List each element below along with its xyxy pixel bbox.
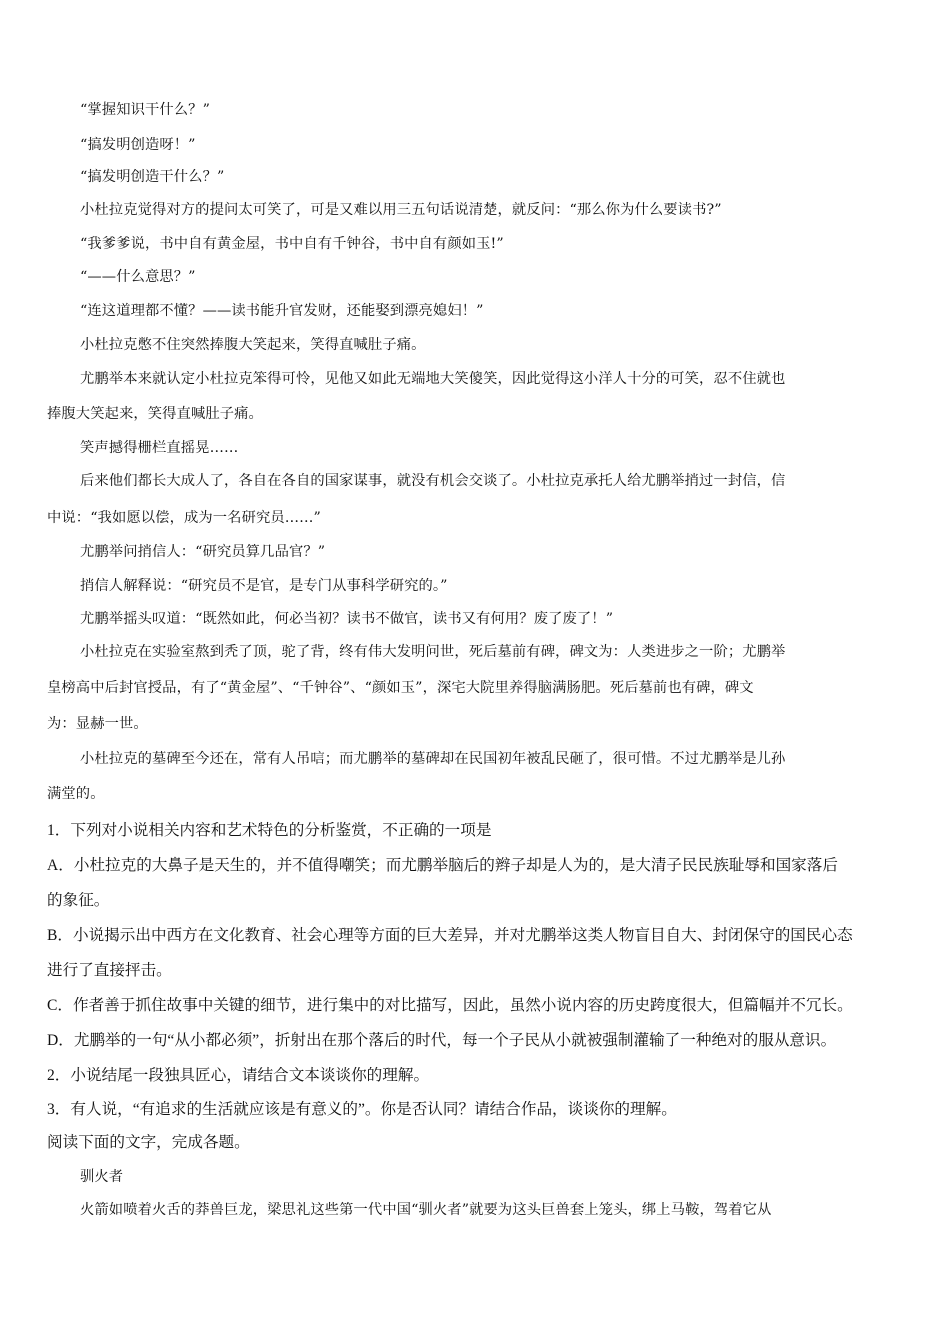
story-line: 小杜拉克在实验室熬到秃了顶，驼了背，终有伟大发明问世，死后墓前有碑，碑文为：人类进步之一阶；尤鹏举 xyxy=(80,644,786,660)
option-a: A．小杜拉克的大鼻子是天生的，并不值得嘲笑；而尤鹏举脑后的辫子却是人为的，是大清子民民族耻辱和国家落后 xyxy=(47,857,838,874)
passage-first-line: 火箭如喷着火舌的莽兽巨龙，梁思礼这些第一代中国“驯火者”就要为这头巨兽套上笼头，绑上马鞍，驾着它从 xyxy=(80,1202,772,1218)
question-2: 2．小说结尾一段独具匠心，请结合文本谈谈你的理解。 xyxy=(47,1067,430,1084)
reading-instruction: 阅读下面的文字，完成各题。 xyxy=(47,1134,250,1151)
story-line: 小杜拉克觉得对方的提问太可笑了，可是又难以用三五句话说清楚，就反问：“那么你为什么要读书?” xyxy=(80,202,722,218)
passage-title: 驯火者 xyxy=(80,1169,124,1185)
option-c: C．作者善于抓住故事中关键的细节，进行集中的对比描写，因此，虽然小说内容的历史跨度很大，但篇幅并不冗长。 xyxy=(47,997,853,1014)
story-line: “——什么意思？” xyxy=(80,269,196,285)
story-line: 尤鹏举摇头叹道：“既然如此，何必当初？读书不做官，读书又有何用？废了废了！” xyxy=(80,611,614,627)
story-line: 后来他们都长大成人了，各自在各自的国家谋事，就没有机会交谈了。小杜拉克承托人给尤鹏举捎过一封信，信 xyxy=(80,473,786,489)
option-b-continued: 进行了直接抨击。 xyxy=(47,962,172,979)
story-line: “连这道理都不懂？——读书能升官发财，还能娶到漂亮媳妇！” xyxy=(80,303,484,319)
story-line: “掌握知识干什么？” xyxy=(80,102,210,118)
story-line: “搞发明创造呀！” xyxy=(80,137,196,153)
option-b: B．小说揭示出中西方在文化教育、社会心理等方面的巨大差异，并对尤鹏举这类人物盲目自大、封闭保守的国民心态 xyxy=(47,927,853,944)
story-line: 皇榜高中后封官授品，有了“黄金屋”、“千钟谷”、“颜如玉”，深宅大院里养得脑满肠肥。死后墓前也有碑，碑文 xyxy=(47,680,754,696)
story-line: 小杜拉克憋不住突然捧腹大笑起来，笑得直喊肚子痛。 xyxy=(80,337,426,353)
story-line: “我爹爹说，书中自有黄金屋，书中自有千钟谷，书中自有颜如玉!” xyxy=(80,236,504,252)
story-line: 笑声撼得栅栏直摇晃…… xyxy=(80,440,239,456)
option-d: D．尤鹏举的一句“从小都必须”，折射出在那个落后的时代，每一个子民从小就被强制灌输了一种绝对的服从意识。 xyxy=(47,1032,837,1049)
story-line: 中说：“我如愿以偿，成为一名研究员……” xyxy=(47,510,321,526)
story-line: 小杜拉克的墓碑至今还在，常有人吊唁；而尤鹏举的墓碑却在民国初年被乱民砸了，很可惜。不过尤鹏举是儿孙 xyxy=(80,751,786,767)
story-line: 捧腹大笑起来，笑得直喊肚子痛。 xyxy=(47,406,263,422)
story-line: “搞发明创造干什么？” xyxy=(80,169,225,185)
story-line: 满堂的。 xyxy=(47,786,105,802)
story-line: 尤鹏举问捎信人：“研究员算几品官？” xyxy=(80,544,326,560)
story-line: 尤鹏举本来就认定小杜拉克笨得可怜，见他又如此无端地大笑傻笑，因此觉得这小洋人十分的可笑，忍不住就也 xyxy=(80,371,786,387)
option-a-continued: 的象征。 xyxy=(47,892,110,909)
story-line: 捎信人解释说：“研究员不是官，是专门从事科学研究的。” xyxy=(80,578,448,594)
question-3: 3．有人说，“有追求的生活就应该是有意义的”。你是否认同？请结合作品，谈谈你的理解。 xyxy=(47,1101,677,1118)
question-stem: 1．下列对小说相关内容和艺术特色的分析鉴赏，不正确的一项是 xyxy=(47,822,492,839)
story-line: 为：显赫一世。 xyxy=(47,716,148,732)
